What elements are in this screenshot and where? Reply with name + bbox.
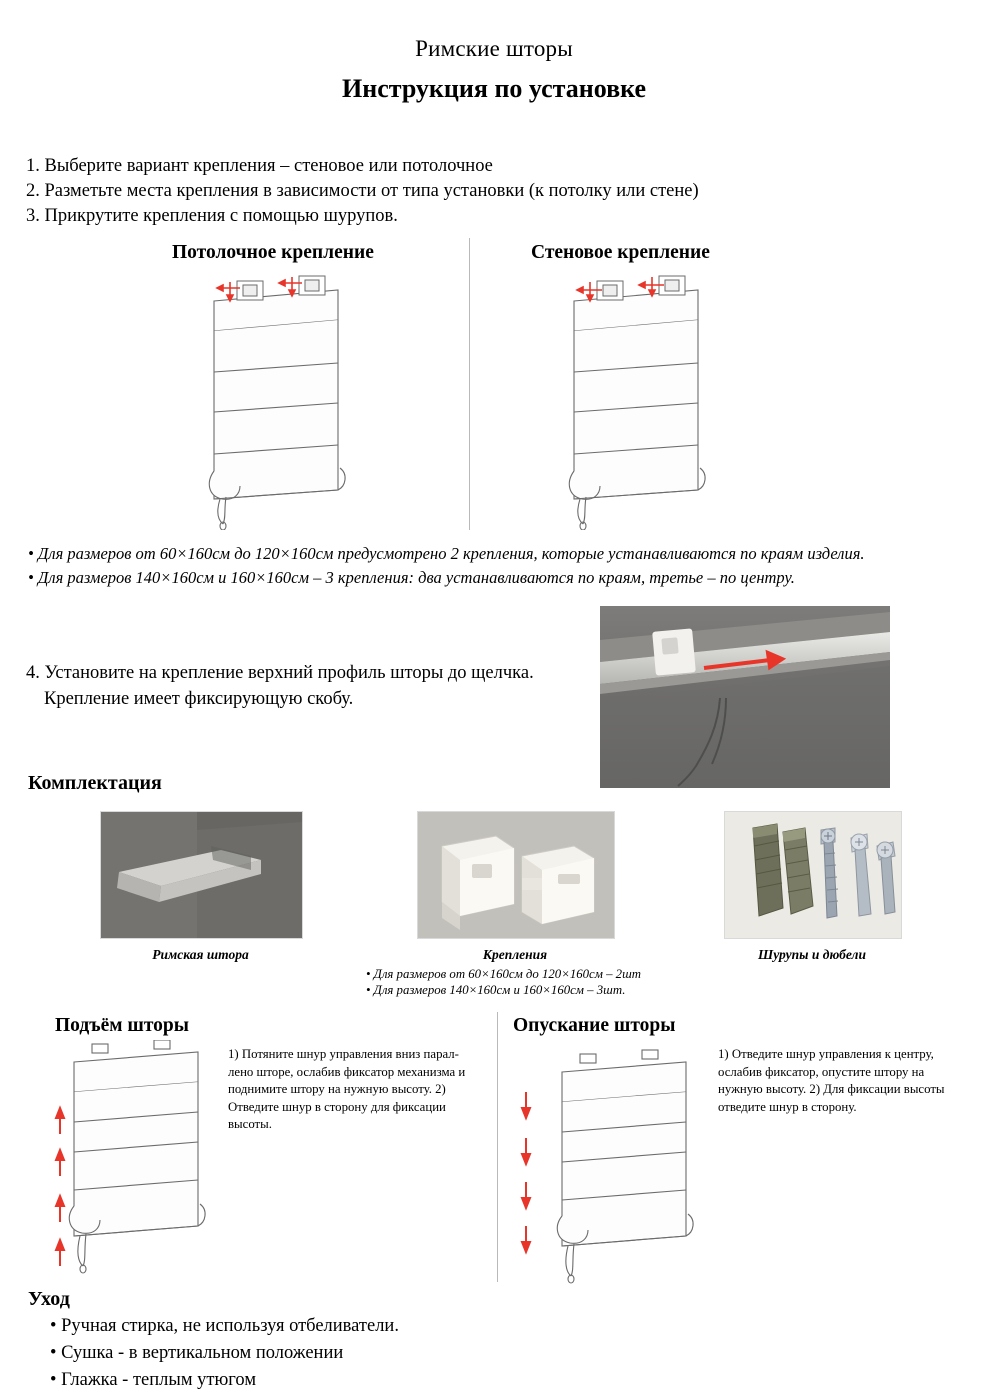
step-2: 2. Разметьте места крепления в зависимости от типа установки (к потолку или стене)	[26, 181, 699, 201]
page-title: Римские шторы	[415, 36, 573, 61]
care-item-3: • Глажка - теплым утюгом	[50, 1370, 257, 1390]
kit-caption-blind: Римская штора	[152, 947, 249, 962]
care-item-1: • Ручная стирка, не используя отбеливатели.	[50, 1316, 399, 1336]
mount-count-notes	[28, 542, 968, 590]
care-list	[50, 1313, 399, 1394]
step-1: 1. Выберите вариант крепления – стеновое или потолочное	[26, 156, 493, 176]
kit-note-1: • Для размеров от 60×160см до 120×160см – 2шт	[366, 967, 641, 981]
care-heading: Уход	[28, 1288, 70, 1310]
mount-note-1: • Для размеров от 60×160см до 120×160см предусмотрено 2 крепления, которые устанавливаются по краям изделия.	[28, 544, 865, 563]
kit-note-2: • Для размеров 140×160см и 160×160см – 3шт.	[366, 983, 626, 997]
step-4-line-2: Крепление имеет фиксирующую скобу.	[44, 689, 354, 709]
kit-notes	[366, 966, 726, 998]
step-4	[26, 660, 586, 712]
wall-mount-diagram	[556, 268, 786, 530]
bracket-installation-photo	[600, 606, 890, 788]
raise-heading: Подъём шторы	[55, 1015, 190, 1036]
lower-heading: Опускание шторы	[513, 1015, 676, 1036]
page-subtitle: Инструкция по установке	[341, 74, 646, 103]
care-item-2: • Сушка - в вертикальном положении	[50, 1343, 344, 1363]
wall-mount-heading: Стеновое крепление	[531, 242, 710, 263]
kit-caption-brackets: Крепления	[482, 947, 548, 962]
ceiling-mount-diagram	[196, 268, 426, 530]
kit-photo-brackets	[417, 811, 615, 939]
step-3: 3. Прикрутите крепления с помощью шурупов.	[26, 206, 398, 226]
kit-photo-screws-dowels	[724, 811, 902, 939]
steps-list	[26, 154, 856, 229]
vertical-divider-mount	[469, 238, 470, 530]
step-4-line-1: 4. Установите на крепление верхний профиль шторы до щелчка.	[26, 663, 534, 683]
raise-instructions: 1) Потяните шнур управления вниз парал-лено шторе, ослабив фиксатор механизма и поднимите штору на нужную высоту. 2) Отведите шнур в сторону для фиксации высоты.	[228, 1047, 466, 1131]
kit-caption-screws: Шурупы и дюбели	[758, 947, 866, 962]
ceiling-mount-heading: Потолочное крепление	[172, 242, 374, 263]
lower-instructions: 1) Отведите шнур управления к центру, ослабив фиксатор, опустите штору на нужную высоту. 2) Для фиксации высоты отведите шнур в сторону.	[718, 1047, 945, 1114]
vertical-divider-operation	[497, 1012, 498, 1282]
mount-note-2: • Для размеров 140×160см и 160×160см – 3 крепления: два устанавливаются по краям, третье – по центру.	[28, 568, 795, 587]
raise-blind-diagram	[30, 1040, 230, 1280]
kit-photo-blind	[100, 811, 303, 939]
kit-heading: Комплектация	[28, 772, 162, 794]
lower-blind-diagram	[518, 1040, 718, 1290]
